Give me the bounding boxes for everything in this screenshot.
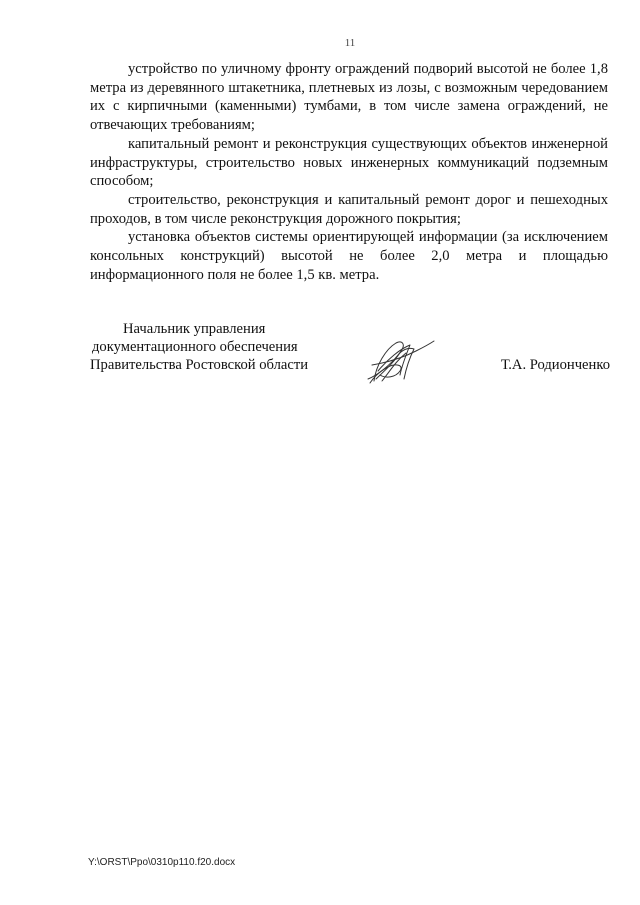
paragraph-signage: установка объектов системы ориентирующей информации (за исключением консольных конструкций) высотой не более 2,0 метра и площадью информационного поля не более 1,5 кв. метра. — [90, 229, 608, 283]
paragraph-fences: устройство по уличному фронту ограждений подворий высотой не более 1,8 метра из деревянного штакетника, плетневых из лозы, с возможным чередованием их с кирпичными (каменными) тумбами, в том числе замена ограждений, не отвечающих требованиям; — [90, 61, 608, 134]
signer-title-line-1: Начальник управления — [123, 321, 266, 337]
signer-title-line-2: документационного обеспечения — [92, 339, 298, 355]
paragraph-engineering: капитальный ремонт и реконструкция существующих объектов инженерной инфраструктуры, строительство новых инженерных коммуникаций подземным способом; — [90, 135, 608, 190]
signer-name: Т.А. Родионченко — [500, 357, 610, 373]
file-path: Y:\ORST\Ppo\0310p110.f20.docx — [88, 857, 236, 868]
page-number: 11 — [344, 37, 356, 49]
signer-title-line-3: Правительства Ростовской области — [90, 357, 309, 373]
paragraph-roads: строительство, реконструкция и капитальный ремонт дорог и пешеходных проходов, в том числе реконструкция дорожного покрытия; — [90, 191, 608, 227]
handwritten-signature — [366, 335, 436, 387]
body-text — [90, 60, 608, 284]
signature-block — [90, 320, 610, 380]
